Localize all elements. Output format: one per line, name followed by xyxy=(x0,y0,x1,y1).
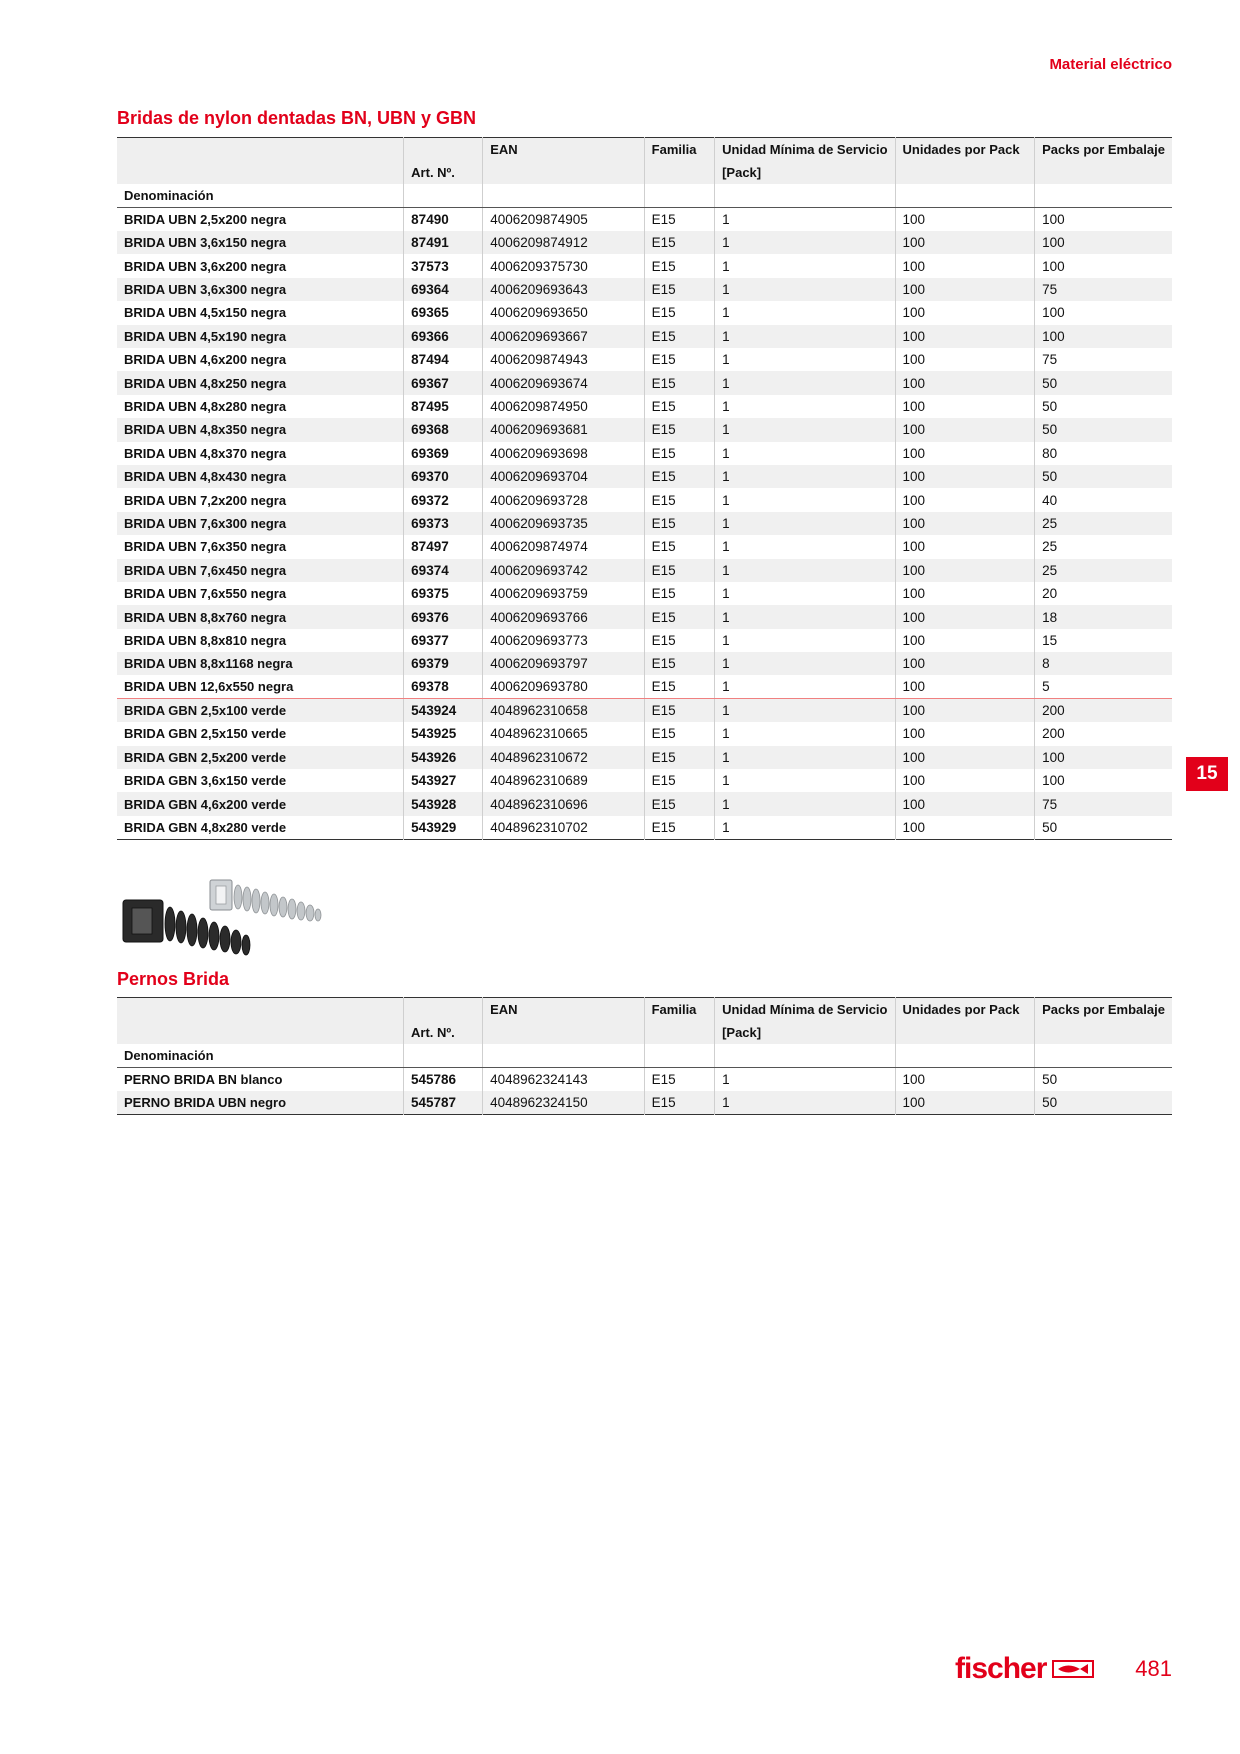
fischer-logo xyxy=(955,1652,1094,1686)
header-empty xyxy=(895,1044,1035,1067)
cell-ean: 4006209693773 xyxy=(483,629,644,652)
cell-familia: E15 xyxy=(644,1091,714,1114)
cell-denominacion: BRIDA UBN 4,8x280 negra xyxy=(124,398,287,414)
table-row xyxy=(117,278,1172,301)
cell-packs: 40 xyxy=(1035,488,1172,511)
cell-unidad: 1 xyxy=(715,746,895,769)
cell-ean: 4048962310689 xyxy=(483,769,644,792)
cell-unidad: 1 xyxy=(715,769,895,792)
cell-packs: 75 xyxy=(1035,348,1172,371)
cell-ean: 4048962310658 xyxy=(483,699,644,722)
cell-denominacion: BRIDA UBN 4,8x430 negra xyxy=(117,465,404,488)
cell-unidad: 1 xyxy=(715,254,895,277)
cell-ean: 4048962324150 xyxy=(483,1091,645,1114)
header-empty xyxy=(644,184,714,207)
cell-unidad: 1 xyxy=(715,278,895,301)
cell-art: 69375 xyxy=(404,582,483,605)
cell-packs: 100 xyxy=(1035,208,1172,231)
cell-familia: E15 xyxy=(644,442,714,465)
cell-denominacion: BRIDA UBN 4,8x350 negra xyxy=(117,418,404,441)
table-row xyxy=(117,699,1172,722)
header-empty xyxy=(483,1021,645,1044)
table-row xyxy=(117,465,1172,488)
cell-ean: 4048962310702 xyxy=(483,816,644,839)
fish-logo-icon xyxy=(1052,1660,1094,1678)
table-row xyxy=(117,371,1172,394)
cell-art: 543929 xyxy=(404,816,483,839)
header-empty xyxy=(895,161,1035,184)
header-unidad: Unidad Mínima de Servicio xyxy=(715,998,895,1021)
table-row xyxy=(117,442,1172,465)
header-empty xyxy=(1035,1021,1172,1044)
cell-art: 69372 xyxy=(404,488,483,511)
cell-denominacion: BRIDA GBN 2,5x200 verde xyxy=(117,746,404,769)
cell-art: 545786 xyxy=(404,1068,483,1091)
cell-unidades-pack: 100 xyxy=(895,559,1035,582)
cell-unidad: 1 xyxy=(715,488,895,511)
cell-unidad: 1 xyxy=(715,675,895,698)
cell-art: 87495 xyxy=(404,395,483,418)
header-empty xyxy=(1035,1044,1172,1067)
cell-packs: 50 xyxy=(1035,418,1172,441)
table-row xyxy=(117,722,1172,745)
cell-familia: E15 xyxy=(644,488,714,511)
cell-denominacion: BRIDA UBN 8,8x760 negra xyxy=(117,605,404,628)
cell-unidades-pack: 100 xyxy=(895,371,1035,394)
bridas-table-body xyxy=(117,208,1172,840)
cell-unidades-pack: 100 xyxy=(895,699,1035,722)
pernos-table-body xyxy=(117,1068,1172,1115)
header-empty xyxy=(117,998,404,1021)
cell-unidades-pack: 100 xyxy=(895,675,1035,698)
cell-denominacion: BRIDA UBN 4,5x190 negra xyxy=(117,325,404,348)
cell-ean: 4006209375730 xyxy=(483,254,644,277)
cell-unidad: 1 xyxy=(715,652,895,675)
table-row xyxy=(117,816,1172,839)
table-row xyxy=(117,301,1172,324)
cell-packs: 50 xyxy=(1035,816,1172,839)
cell-ean: 4006209693650 xyxy=(483,301,644,324)
cell-denominacion: BRIDA UBN 7,6x550 negra xyxy=(124,586,287,602)
cell-art: 543926 xyxy=(404,746,483,769)
header-unidad-sub: [Pack] xyxy=(715,1021,895,1044)
cell-unidad: 1 xyxy=(715,722,895,745)
cell-packs: 200 xyxy=(1035,699,1172,722)
table-row xyxy=(117,488,1172,511)
cell-unidades-pack: 100 xyxy=(895,746,1035,769)
cell-art: 69373 xyxy=(404,512,483,535)
header-empty xyxy=(404,138,483,161)
header-empty xyxy=(644,161,714,184)
cell-packs: 18 xyxy=(1035,605,1172,628)
cell-familia: E15 xyxy=(644,792,714,815)
cell-art: 87491 xyxy=(404,231,483,254)
cell-packs: 50 xyxy=(1035,465,1172,488)
table-row xyxy=(117,231,1172,254)
header-unidad-sub: [Pack] xyxy=(715,161,895,184)
cell-denominacion: PERNO BRIDA BN blanco xyxy=(124,1072,283,1088)
cell-packs: 50 xyxy=(1035,395,1172,418)
table-row xyxy=(117,395,1172,418)
section-title-pernos: Pernos Brida xyxy=(117,969,230,989)
cell-denominacion: BRIDA UBN 12,6x550 negra xyxy=(117,675,404,698)
cell-familia: E15 xyxy=(644,629,714,652)
cell-ean: 4006209693681 xyxy=(483,418,644,441)
header-empty xyxy=(483,161,644,184)
cell-denominacion: BRIDA UBN 3,6x150 negra xyxy=(117,231,404,254)
cell-unidad: 1 xyxy=(715,395,895,418)
cell-art: 69369 xyxy=(404,442,483,465)
cell-familia: E15 xyxy=(644,278,714,301)
cell-familia: E15 xyxy=(644,231,714,254)
cell-denominacion: BRIDA UBN 7,6x450 negra xyxy=(117,559,404,582)
cell-unidades-pack: 100 xyxy=(895,325,1035,348)
cell-denominacion: BRIDA GBN 4,6x200 verde xyxy=(117,792,404,815)
cell-ean: 4006209693698 xyxy=(483,442,644,465)
cell-art: 543924 xyxy=(404,699,483,722)
cell-art: 545787 xyxy=(404,1091,483,1114)
cell-familia: E15 xyxy=(644,816,714,839)
table-row xyxy=(117,208,1172,231)
cell-denominacion: BRIDA UBN 7,6x350 negra xyxy=(124,539,287,555)
cell-ean: 4006209693759 xyxy=(483,582,644,605)
header-packs: Packs por Embalaje xyxy=(1035,998,1172,1021)
header-empty xyxy=(483,1044,645,1067)
cell-art: 69368 xyxy=(404,418,483,441)
cell-unidad: 1 xyxy=(715,465,895,488)
cell-packs: 50 xyxy=(1035,371,1172,394)
cell-packs: 200 xyxy=(1035,722,1172,745)
cell-unidades-pack: 100 xyxy=(895,418,1035,441)
cell-denominacion: BRIDA GBN 4,8x280 verde xyxy=(124,819,287,835)
table-row xyxy=(117,348,1172,371)
header-unidades-pack: Unidades por Pack xyxy=(895,998,1035,1021)
cell-ean: 4006209693797 xyxy=(483,652,644,675)
header-empty xyxy=(715,1044,895,1067)
cell-denominacion: BRIDA UBN 3,6x300 negra xyxy=(117,278,404,301)
cell-art: 69366 xyxy=(404,325,483,348)
header-empty xyxy=(1035,184,1172,207)
cell-denominacion: BRIDA UBN 3,6x200 negra xyxy=(124,258,287,274)
cell-familia: E15 xyxy=(644,675,714,698)
header-empty xyxy=(483,184,644,207)
table-row xyxy=(117,769,1172,792)
cell-art: 69370 xyxy=(404,465,483,488)
header-art: Art. Nº. xyxy=(404,1021,483,1044)
cell-unidad: 1 xyxy=(715,208,895,231)
cell-art: 69377 xyxy=(404,629,483,652)
cell-packs: 15 xyxy=(1035,629,1172,652)
header-empty xyxy=(895,1021,1035,1044)
header-denominacion: Denominación xyxy=(117,184,404,207)
cell-unidad: 1 xyxy=(715,1068,895,1091)
cell-unidad: 1 xyxy=(715,301,895,324)
cell-familia: E15 xyxy=(644,769,714,792)
header-packs: Packs por Embalaje xyxy=(1035,138,1172,161)
cell-art: 87490 xyxy=(404,208,483,231)
cell-packs: 80 xyxy=(1035,442,1172,465)
header-unidades-pack: Unidades por Pack xyxy=(895,138,1035,161)
cell-familia: E15 xyxy=(644,208,714,231)
cell-unidad: 1 xyxy=(715,699,895,722)
cell-packs: 100 xyxy=(1035,746,1172,769)
cell-unidad: 1 xyxy=(715,559,895,582)
table-row xyxy=(117,325,1172,348)
cell-familia: E15 xyxy=(644,605,714,628)
table-row xyxy=(117,512,1172,535)
cell-ean: 4006209693728 xyxy=(483,488,644,511)
cell-ean: 4006209874950 xyxy=(483,395,644,418)
cell-familia: E15 xyxy=(644,254,714,277)
cell-unidades-pack: 100 xyxy=(895,254,1035,277)
cell-ean: 4006209693735 xyxy=(483,512,644,535)
table-row xyxy=(117,675,1172,698)
cell-ean: 4006209874912 xyxy=(483,231,644,254)
cell-denominacion: BRIDA UBN 2,5x200 negra xyxy=(124,212,287,228)
table-row xyxy=(117,559,1172,582)
cell-unidades-pack: 100 xyxy=(895,816,1035,839)
cell-unidad: 1 xyxy=(715,582,895,605)
cell-unidades-pack: 100 xyxy=(895,629,1035,652)
cell-unidades-pack: 100 xyxy=(895,231,1035,254)
cell-unidades-pack: 100 xyxy=(895,395,1035,418)
section-title-bridas: Bridas de nylon dentadas BN, UBN y GBN xyxy=(117,108,477,128)
cell-denominacion: BRIDA UBN 4,8x370 negra xyxy=(124,445,287,461)
cell-packs: 25 xyxy=(1035,535,1172,558)
cell-familia: E15 xyxy=(644,746,714,769)
cell-ean: 4006209874974 xyxy=(483,535,644,558)
cell-packs: 50 xyxy=(1035,1068,1172,1091)
cell-familia: E15 xyxy=(644,652,714,675)
cell-denominacion: BRIDA UBN 8,8x810 negra xyxy=(124,632,287,648)
cell-unidades-pack: 100 xyxy=(895,465,1035,488)
cell-art: 69365 xyxy=(404,301,483,324)
cell-familia: E15 xyxy=(644,535,714,558)
category-header: Material eléctrico xyxy=(1049,56,1172,73)
cell-denominacion: BRIDA GBN 2,5x150 verde xyxy=(124,726,287,742)
header-art: Art. Nº. xyxy=(404,161,483,184)
cell-unidades-pack: 100 xyxy=(895,1091,1035,1114)
cell-packs: 75 xyxy=(1035,792,1172,815)
cell-unidad: 1 xyxy=(715,325,895,348)
header-empty xyxy=(644,1021,714,1044)
cell-packs: 75 xyxy=(1035,278,1172,301)
cell-art: 69374 xyxy=(404,559,483,582)
cell-denominacion: BRIDA UBN 4,6x200 negra xyxy=(124,352,287,368)
cell-unidad: 1 xyxy=(715,442,895,465)
cell-ean: 4006209874905 xyxy=(483,208,644,231)
cell-unidades-pack: 100 xyxy=(895,208,1035,231)
page-number: 481 xyxy=(1135,1656,1172,1681)
cell-art: 69378 xyxy=(404,675,483,698)
cell-packs: 100 xyxy=(1035,301,1172,324)
cell-art: 69367 xyxy=(404,371,483,394)
cell-denominacion: BRIDA UBN 4,8x250 negra xyxy=(117,371,404,394)
cell-denominacion: BRIDA GBN 3,6x150 verde xyxy=(124,773,287,789)
cell-familia: E15 xyxy=(644,301,714,324)
cell-unidades-pack: 100 xyxy=(895,301,1035,324)
cell-unidad: 1 xyxy=(715,629,895,652)
cell-denominacion: BRIDA GBN 2,5x100 verde xyxy=(117,699,404,722)
chapter-tab: 15 xyxy=(1186,757,1228,791)
cell-ean: 4006209693766 xyxy=(483,605,644,628)
cell-denominacion: BRIDA UBN 8,8x1168 negra xyxy=(117,652,404,675)
cell-familia: E15 xyxy=(644,512,714,535)
table-row xyxy=(117,582,1172,605)
cell-ean: 4006209693643 xyxy=(483,278,644,301)
header-empty xyxy=(715,184,895,207)
table-row xyxy=(117,1091,1172,1114)
cell-unidad: 1 xyxy=(715,371,895,394)
cell-unidades-pack: 100 xyxy=(895,769,1035,792)
cell-packs: 25 xyxy=(1035,559,1172,582)
cell-art: 543927 xyxy=(404,769,483,792)
header-familia: Familia xyxy=(644,998,714,1021)
cell-unidad: 1 xyxy=(715,512,895,535)
table-row xyxy=(117,746,1172,769)
cell-ean: 4006209693742 xyxy=(483,559,644,582)
table-row xyxy=(117,652,1172,675)
cell-unidades-pack: 100 xyxy=(895,722,1035,745)
table-row xyxy=(117,629,1172,652)
cell-ean: 4006209693780 xyxy=(483,675,644,698)
cell-familia: E15 xyxy=(644,418,714,441)
header-ean: EAN xyxy=(483,998,645,1021)
cell-ean: 4006209693667 xyxy=(483,325,644,348)
cell-packs: 100 xyxy=(1035,769,1172,792)
perno-brida-product-image xyxy=(120,872,335,972)
cell-unidades-pack: 100 xyxy=(895,348,1035,371)
cell-art: 87497 xyxy=(404,535,483,558)
header-unidad: Unidad Mínima de Servicio xyxy=(715,138,895,161)
bridas-table xyxy=(117,137,1172,840)
cell-ean: 4048962324143 xyxy=(483,1068,645,1091)
cell-familia: E15 xyxy=(644,325,714,348)
cell-packs: 20 xyxy=(1035,582,1172,605)
cell-familia: E15 xyxy=(644,1068,714,1091)
cell-unidades-pack: 100 xyxy=(895,652,1035,675)
cell-art: 543925 xyxy=(404,722,483,745)
cell-unidad: 1 xyxy=(715,605,895,628)
cell-packs: 100 xyxy=(1035,325,1172,348)
cell-packs: 5 xyxy=(1035,675,1172,698)
cell-ean: 4048962310696 xyxy=(483,792,644,815)
logo-wordmark: fischer xyxy=(955,1652,1047,1685)
cell-ean: 4048962310672 xyxy=(483,746,644,769)
cell-unidades-pack: 100 xyxy=(895,605,1035,628)
cell-packs: 100 xyxy=(1035,231,1172,254)
cell-art: 543928 xyxy=(404,792,483,815)
header-empty xyxy=(117,161,404,184)
cell-unidad: 1 xyxy=(715,418,895,441)
cell-unidad: 1 xyxy=(715,816,895,839)
header-empty xyxy=(117,138,404,161)
cell-familia: E15 xyxy=(644,465,714,488)
cell-unidades-pack: 100 xyxy=(895,512,1035,535)
cell-unidades-pack: 100 xyxy=(895,535,1035,558)
cell-packs: 100 xyxy=(1035,254,1172,277)
cell-denominacion: BRIDA UBN 4,5x150 negra xyxy=(124,305,287,321)
cell-art: 37573 xyxy=(404,254,483,277)
header-empty xyxy=(404,1044,483,1067)
header-ean: EAN xyxy=(483,138,644,161)
cell-ean: 4048962310665 xyxy=(483,722,644,745)
table-row xyxy=(117,254,1172,277)
cell-art: 69379 xyxy=(404,652,483,675)
cell-denominacion: BRIDA UBN 7,2x200 negra xyxy=(124,492,287,508)
cell-familia: E15 xyxy=(644,371,714,394)
cell-ean: 4006209874943 xyxy=(483,348,644,371)
cell-unidad: 1 xyxy=(715,1091,895,1114)
cell-familia: E15 xyxy=(644,348,714,371)
header-empty xyxy=(1035,161,1172,184)
cell-familia: E15 xyxy=(644,582,714,605)
cell-ean: 4006209693674 xyxy=(483,371,644,394)
cell-packs: 50 xyxy=(1035,1091,1172,1114)
cell-ean: 4006209693704 xyxy=(483,465,644,488)
cell-unidades-pack: 100 xyxy=(895,442,1035,465)
cell-unidad: 1 xyxy=(715,792,895,815)
cell-familia: E15 xyxy=(644,722,714,745)
header-denominacion: Denominación xyxy=(117,1044,404,1067)
cell-familia: E15 xyxy=(644,699,714,722)
cell-unidad: 1 xyxy=(715,348,895,371)
table-row xyxy=(117,418,1172,441)
cell-art: 87494 xyxy=(404,348,483,371)
white-perno-icon xyxy=(210,880,321,921)
table-row xyxy=(117,1068,1172,1091)
cell-unidades-pack: 100 xyxy=(895,1068,1035,1091)
header-empty xyxy=(404,998,483,1021)
header-empty xyxy=(644,1044,714,1067)
table-row xyxy=(117,792,1172,815)
cell-denominacion: BRIDA UBN 7,6x300 negra xyxy=(117,512,404,535)
cell-denominacion: PERNO BRIDA UBN negro xyxy=(117,1091,404,1114)
table-row xyxy=(117,535,1172,558)
cell-unidades-pack: 100 xyxy=(895,488,1035,511)
header-empty xyxy=(117,1021,404,1044)
cell-familia: E15 xyxy=(644,559,714,582)
cell-packs: 8 xyxy=(1035,652,1172,675)
cell-art: 69376 xyxy=(404,605,483,628)
cell-unidades-pack: 100 xyxy=(895,278,1035,301)
cell-packs: 25 xyxy=(1035,512,1172,535)
cell-unidad: 1 xyxy=(715,535,895,558)
table-row xyxy=(117,605,1172,628)
cell-unidades-pack: 100 xyxy=(895,582,1035,605)
pernos-table xyxy=(117,997,1172,1115)
cell-familia: E15 xyxy=(644,395,714,418)
cell-unidad: 1 xyxy=(715,231,895,254)
header-empty xyxy=(895,184,1035,207)
cell-art: 69364 xyxy=(404,278,483,301)
header-empty xyxy=(404,184,483,207)
header-familia: Familia xyxy=(644,138,714,161)
cell-unidades-pack: 100 xyxy=(895,792,1035,815)
